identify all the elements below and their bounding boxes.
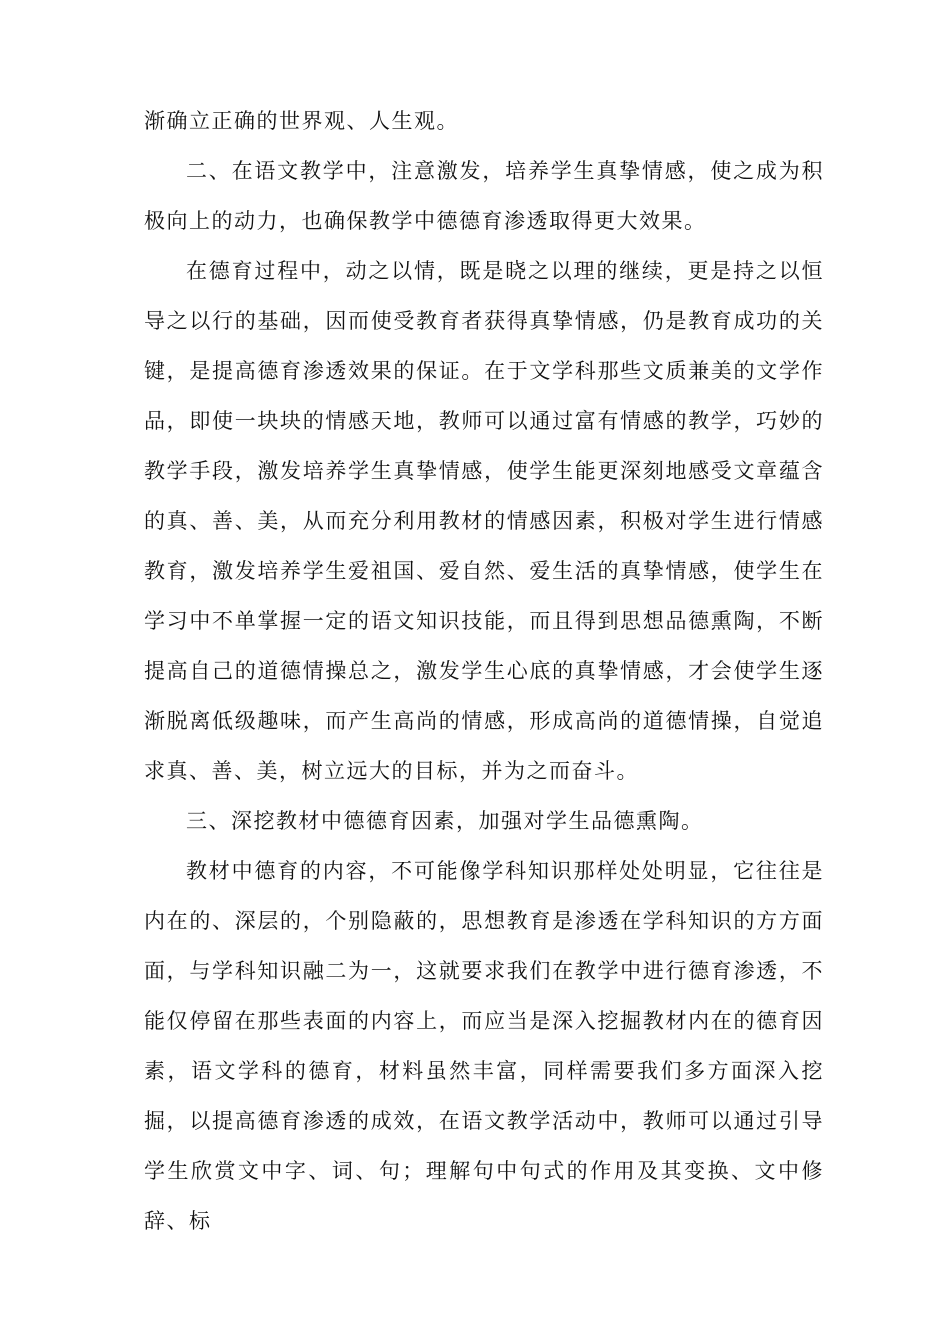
section-heading-three: 三、深挖教材中德德育因素，加强对学生品德熏陶。 bbox=[186, 809, 704, 833]
paragraph-textbook-moral: 教材中德育的内容，不可能像学科知识那样处处明显，它往往是内在的、深层的，个别隐蔽的，思想教育是渗透在学科知识的方方面面，与学科知识融二为一，这就要求我们在教学中进行德育渗透，不能仅停留在那些表面的内容上，而应当是深入挖掘教材内在的德育因素，语文学科的德育，材料虽然丰富，同样需要我们多方面深入挖掘，以提高德育渗透的成效，在语文教学活动中，教师可以通过引导学生欣赏文中字、词、句；理解句中句式的作用及其变换、文中修辞、标 bbox=[144, 859, 824, 1233]
paragraph-emotion-education: 在德育过程中，动之以情，既是晓之以理的继续，更是持之以恒导之以行的基础，因而使受教育者获得真挚情感，仍是教育成功的关键，是提高德育渗透效果的保证。在于文学科那些文质兼美的文学作品，即使一块块的情感天地，教师可以通过富有情感的教学，巧妙的教学手段，激发培养学生真挚情感，使学生能更深刻地感受文章蕴含的真、善、美，从而充分利用教材的情感因素，积极对学生进行情感教育，激发培养学生爱祖国、爱自然、爱生活的真挚情感，使学生在学习中不单掌握一定的语文知识技能，而且得到思想品德熏陶，不断提高自己的道德情操总之，激发学生心底的真挚情感，才会使学生逐渐脱离低级趣味，而产生高尚的情感，形成高尚的道德情操，自觉追求真、善、美，树立远大的目标，并为之而奋斗。 bbox=[144, 259, 824, 783]
document-body bbox=[144, 96, 824, 1246]
section-heading-two: 二、在语文教学中，注意激发，培养学生真挚情感，使之成为积极向上的动力，也确保教学中德德育渗透取得更大效果。 bbox=[144, 159, 824, 233]
paragraph-continuation: 渐确立正确的世界观、人生观。 bbox=[144, 109, 459, 133]
